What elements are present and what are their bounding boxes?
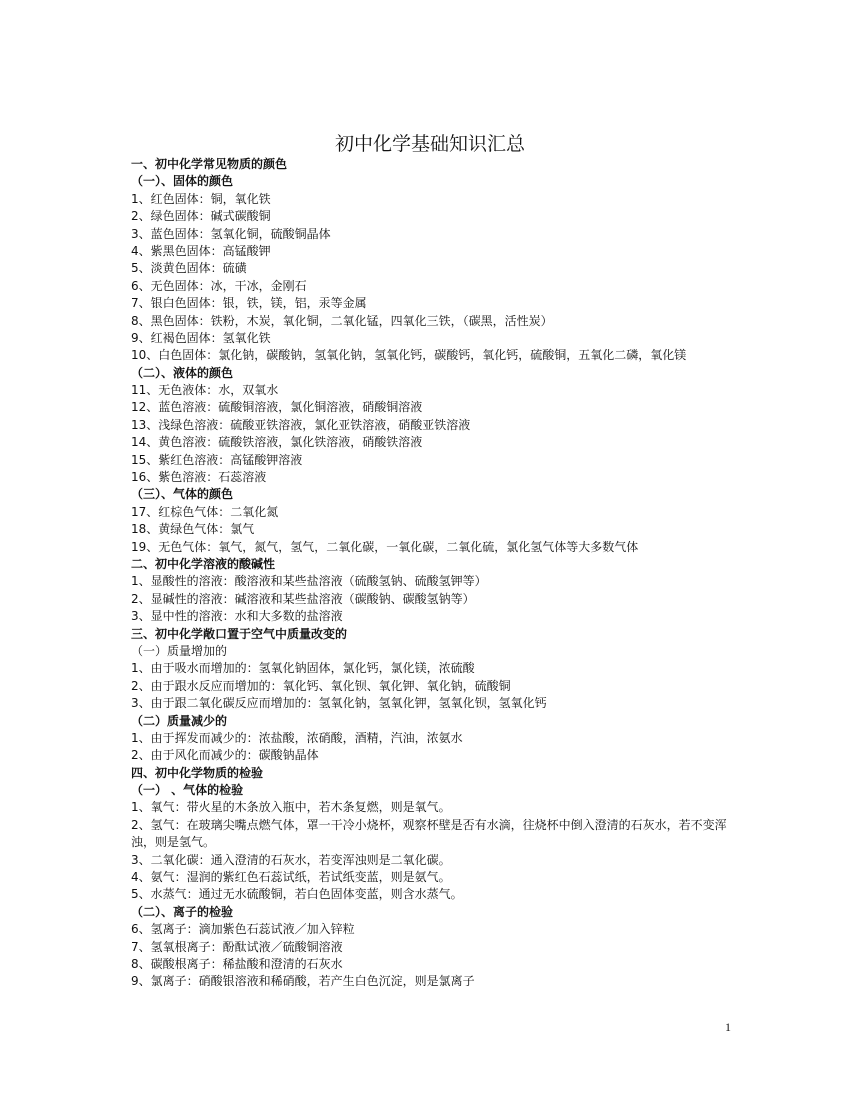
text-line: 3、显中性的溶液：水和大多数的盐溶液 [131, 609, 343, 624]
text-line: 3、二氧化碳：通入澄清的石灰水，若变浑浊则是二氧化碳。 [131, 852, 451, 867]
section-heading: 四、初中化学物质的检验 [131, 765, 264, 780]
text-line: 14、黄色溶液：硫酸铁溶液，氯化铁溶液，硝酸铁溶液 [131, 435, 423, 450]
text-line: 2、氢气：在玻璃尖嘴点燃气体，罩一干冷小烧杯，观察杯壁是否有水滴，往烧杯中倒入澄清的石灰水，若不变浑浊，则是氢气。 [131, 817, 727, 850]
section-heading: 三、初中化学敞口置于空气中质量改变的 [131, 626, 348, 641]
text-line: 10、白色固体：氯化钠，碳酸钠，氢氧化钠，氢氧化钙，碳酸钙，氧化钙，硫酸铜，五氧化二磷，氧化镁 [131, 348, 687, 363]
text-line: 6、无色固体：冰，干冰，金刚石 [131, 278, 307, 293]
text-line: 18、黄绿色气体：氯气 [131, 522, 255, 537]
text-line: （一）质量增加的 [131, 643, 228, 658]
section-heading: （三）、气体的颜色 [131, 487, 234, 502]
text-line: 2、由于风化而减少的：碳酸钠晶体 [131, 748, 319, 763]
text-line: 15、紫红色溶液：高锰酸钾溶液 [131, 452, 303, 467]
text-line: 9、氯离子：硝酸银溶液和稀硝酸，若产生白色沉淀，则是氯离子 [131, 974, 475, 989]
text-line: 1、氧气：带火星的木条放入瓶中，若木条复燃，则是氧气。 [131, 800, 451, 815]
text-line: 17、红棕色气体：二氧化氮 [131, 504, 279, 519]
text-line: 6、氢离子：滴加紫色石蕊试液／加入锌粒 [131, 922, 355, 937]
text-line: 2、由于跟水反应而增加的：氧化钙、氧化钡、氧化钾、氧化钠，硫酸铜 [131, 678, 511, 693]
text-line: 8、碳酸根离子：稀盐酸和澄清的石灰水 [131, 957, 343, 971]
text-line: 12、蓝色溶液：硫酸铜溶液，氯化铜溶液，硝酸铜溶液 [131, 400, 423, 415]
section-heading: 一、初中化学常见物质的颜色 [131, 157, 288, 171]
text-line: 4、紫黑色固体：高锰酸钾 [131, 243, 271, 258]
text-line: 1、红色固体：铜，氧化铁 [131, 191, 271, 206]
document-title: 初中化学基础知识汇总 [334, 133, 525, 155]
section-heading: （二）质量减少的 [131, 713, 228, 728]
text-line: 2、显碱性的溶液：碱溶液和某些盐溶液（碳酸钠、碳酸氢钠等） [131, 591, 475, 606]
text-line: 8、黑色固体：铁粉，木炭，氧化铜，二氧化锰，四氧化三铁，（碳黑，活性炭） [131, 313, 553, 328]
text-line: 1、显酸性的溶液：酸溶液和某些盐溶液（硫酸氢钠、硫酸氢钾等） [131, 574, 487, 589]
text-line: 7、银白色固体：银，铁，镁，铝，汞等金属 [131, 296, 367, 311]
text-line: 1、由于吸水而增加的：氢氧化钠固体，氯化钙，氯化镁，浓硫酸 [131, 661, 475, 676]
text-line: 16、紫色溶液：石蕊溶液 [131, 470, 267, 485]
text-line: 2、绿色固体：碱式碳酸铜 [131, 209, 271, 224]
text-line: 7、氢氧根离子：酚酞试液／硫酸铜溶液 [131, 939, 343, 954]
page-number: 1 [725, 1020, 731, 1034]
section-heading: （一）、固体的颜色 [131, 174, 234, 189]
section-heading: （二）、液体的颜色 [131, 365, 234, 380]
text-line: 13、浅绿色溶液：硫酸亚铁溶液，氯化亚铁溶液，硝酸亚铁溶液 [131, 417, 471, 432]
text-line: 3、由于跟二氧化碳反应而增加的：氢氧化钠，氢氧化钾，氢氧化钡，氢氧化钙 [131, 696, 547, 711]
text-line: 4、氨气：湿润的紫红色石蕊试纸，若试纸变蓝，则是氨气。 [131, 870, 451, 885]
text-line: 1、由于挥发而减少的：浓盐酸，浓硝酸，酒精，汽油，浓氨水 [131, 730, 463, 745]
text-line: 9、红褐色固体：氢氧化铁 [131, 330, 271, 345]
section-heading: （二）、离子的检验 [131, 904, 234, 919]
text-line: 5、淡黄色固体：硫磺 [131, 261, 247, 276]
document-body [131, 156, 743, 991]
text-line: 5、水蒸气：通过无水硫酸铜，若白色固体变蓝，则含水蒸气。 [131, 887, 463, 902]
section-heading: （一） 、气体的检验 [131, 783, 244, 798]
text-line: 3、蓝色固体：氢氧化铜，硫酸铜晶体 [131, 226, 331, 241]
section-heading: 二、初中化学溶液的酸碱性 [131, 556, 276, 571]
text-line: 11、无色液体：水，双氧水 [131, 383, 279, 398]
text-line: 19、无色气体：氧气，氮气，氢气，二氧化碳，一氧化碳，二氧化硫，氯化氢气体等大多数气体 [131, 539, 639, 554]
